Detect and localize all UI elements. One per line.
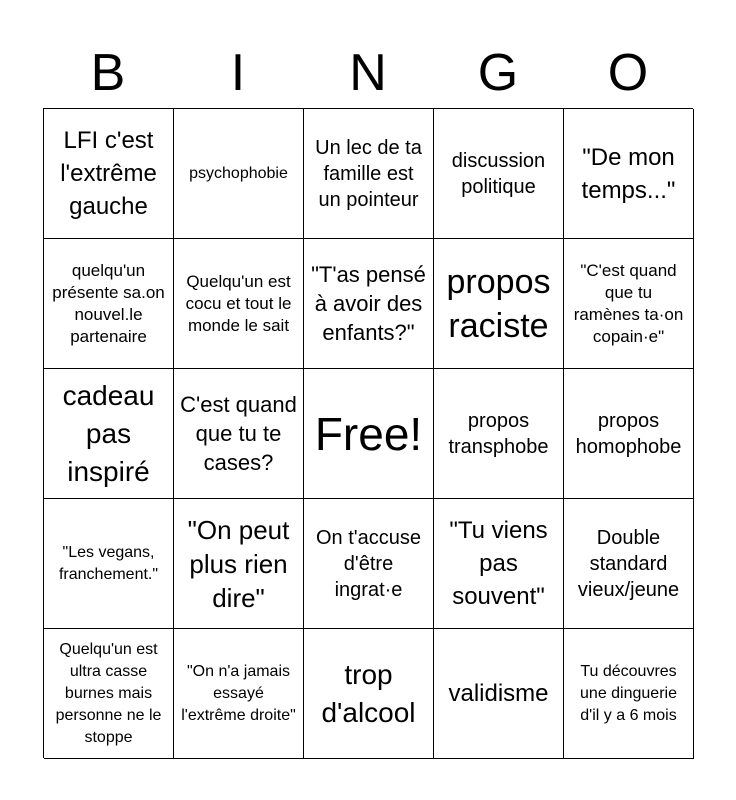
header-letter-g: G [477,44,519,102]
free-text: Free! [314,407,423,460]
bingo-cell[interactable] [434,629,564,759]
cell-text: cadeau pas inspiré [62,379,155,487]
cell-text: psychophobie [189,164,288,182]
bingo-cell[interactable] [304,629,434,759]
bingo-cell[interactable] [564,369,694,499]
cell-text: "Tu viens pas souvent" [449,517,548,610]
bingo-cell[interactable] [44,109,174,239]
bingo-cell[interactable] [564,499,694,629]
bingo-cell[interactable] [44,629,174,759]
cell-text: Un lec de ta famille est un pointeur [315,136,422,211]
header-letter-n: N [349,44,387,102]
header-letter-o: O [607,44,649,102]
cell-text: propos raciste [446,262,551,345]
bingo-cell[interactable] [174,239,304,369]
cell-text: "T'as pensé à avoir des enfants?" [311,262,426,345]
bingo-cell[interactable] [304,499,434,629]
cell-text: "C'est quand que tu ramènes ta·on copain·e" [573,260,684,346]
bingo-cell[interactable] [564,239,694,369]
bingo-cell[interactable] [174,109,304,239]
cell-text: On t'accuse d'être ingrat·e [316,526,421,601]
cell-text: "On peut plus rien dire" [187,514,290,613]
free-cell[interactable] [304,369,434,499]
bingo-cell[interactable] [434,369,564,499]
cell-text: Quelqu'un est cocu et tout le monde le sait [185,271,292,335]
bingo-cell[interactable] [434,109,564,239]
bingo-cell[interactable] [174,499,304,629]
bingo-cell[interactable] [434,499,564,629]
cell-text: "De mon temps..." [581,143,676,204]
cell-text: validisme [448,680,549,707]
cell-text: trop d'alcool [321,658,416,728]
cell-text: propos homophobe [575,409,682,458]
bingo-cell[interactable] [304,239,434,369]
cell-text: propos transphobe [448,409,549,458]
bingo-header [43,38,693,108]
bingo-cell[interactable] [564,109,694,239]
cell-text: "On n'a jamais essayé l'extrême droite" [181,662,296,724]
header-letter-i: I [230,44,246,102]
bingo-cell[interactable] [174,369,304,499]
cell-text: discussion politique [451,149,546,198]
cell-text: "Les vegans, franchement." [58,543,159,583]
bingo-board [43,108,693,758]
bingo-cell[interactable] [44,369,174,499]
cell-text: C'est quand que tu te cases? [180,392,297,475]
bingo-cell[interactable] [174,629,304,759]
header-letter-b: B [90,44,126,102]
bingo-cell[interactable] [434,239,564,369]
cell-text: quelqu'un présente sa.on nouvel.le partenaire [52,260,165,346]
bingo-cell[interactable] [44,499,174,629]
cell-text: Quelqu'un est ultra casse burnes mais personne ne le stoppe [55,640,162,746]
cell-text: LFI c'est l'extrême gauche [60,127,157,220]
bingo-cell[interactable] [564,629,694,759]
cell-text: Double standard vieux/jeune [577,526,680,601]
bingo-cell[interactable] [304,109,434,239]
cell-text: Tu découvres une dinguerie d'il y a 6 mois [580,662,677,724]
bingo-cell[interactable] [44,239,174,369]
